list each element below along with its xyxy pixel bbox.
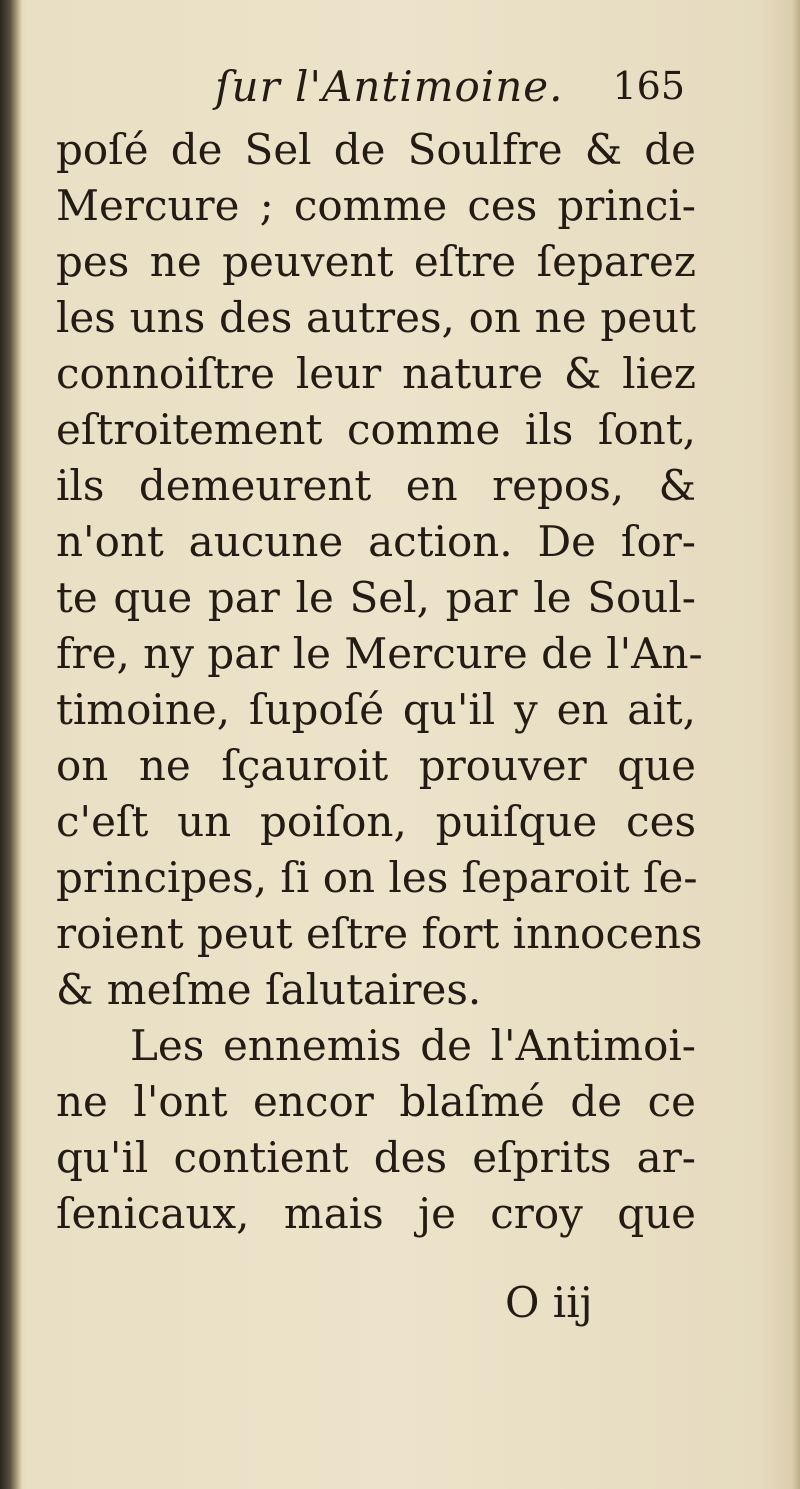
- running-head: ſur l'Antimoine.: [215, 62, 564, 111]
- text-line: Mercure ; comme ces princi-: [56, 181, 696, 230]
- page-header: [215, 62, 685, 122]
- text-line: roient peut eſtre fort innocens: [56, 909, 703, 958]
- text-line: pes ne peuvent eſtre ſeparez: [56, 237, 696, 286]
- text-line: poſé de Sel de Soulfre & de: [56, 125, 696, 174]
- text-line: on ne ſçauroit prouver que: [56, 741, 696, 790]
- page-number: 165: [612, 64, 685, 108]
- text-line: les uns des autres, on ne peut: [56, 293, 696, 342]
- text-line: ne l'ont encor blaſmé de ce: [56, 1077, 696, 1126]
- text-line: te que par le Sel, par le Soul-: [56, 573, 696, 622]
- body-text: [56, 122, 703, 1242]
- text-line: c'eſt un poiſon, puiſque ces: [56, 797, 696, 846]
- signature-mark: O iij: [505, 1278, 593, 1327]
- text-line: timoine, ſupoſé qu'il y en ait,: [56, 685, 696, 734]
- binding-gutter: [0, 0, 22, 1489]
- text-line: Les ennemis de l'Antimoi-: [130, 1021, 696, 1070]
- text-line: ils demeurent en repos, &: [56, 461, 696, 510]
- text-line: fre, ny par le Mercure de l'An-: [56, 629, 703, 678]
- text-line: principes, ſi on les ſeparoit ſe-: [56, 853, 698, 902]
- text-line: eſtroitement comme ils ſont,: [56, 405, 696, 454]
- text-line: & meſme ſalutaires.: [56, 965, 482, 1014]
- text-line: connoiſtre leur nature & liez: [56, 349, 696, 398]
- text-line: qu'il contient des eſprits ar-: [56, 1133, 696, 1182]
- text-line: n'ont aucune action. De ſor-: [56, 517, 696, 566]
- page-edge: [792, 0, 800, 1489]
- text-line: ſenicaux, mais je croy que: [56, 1189, 696, 1238]
